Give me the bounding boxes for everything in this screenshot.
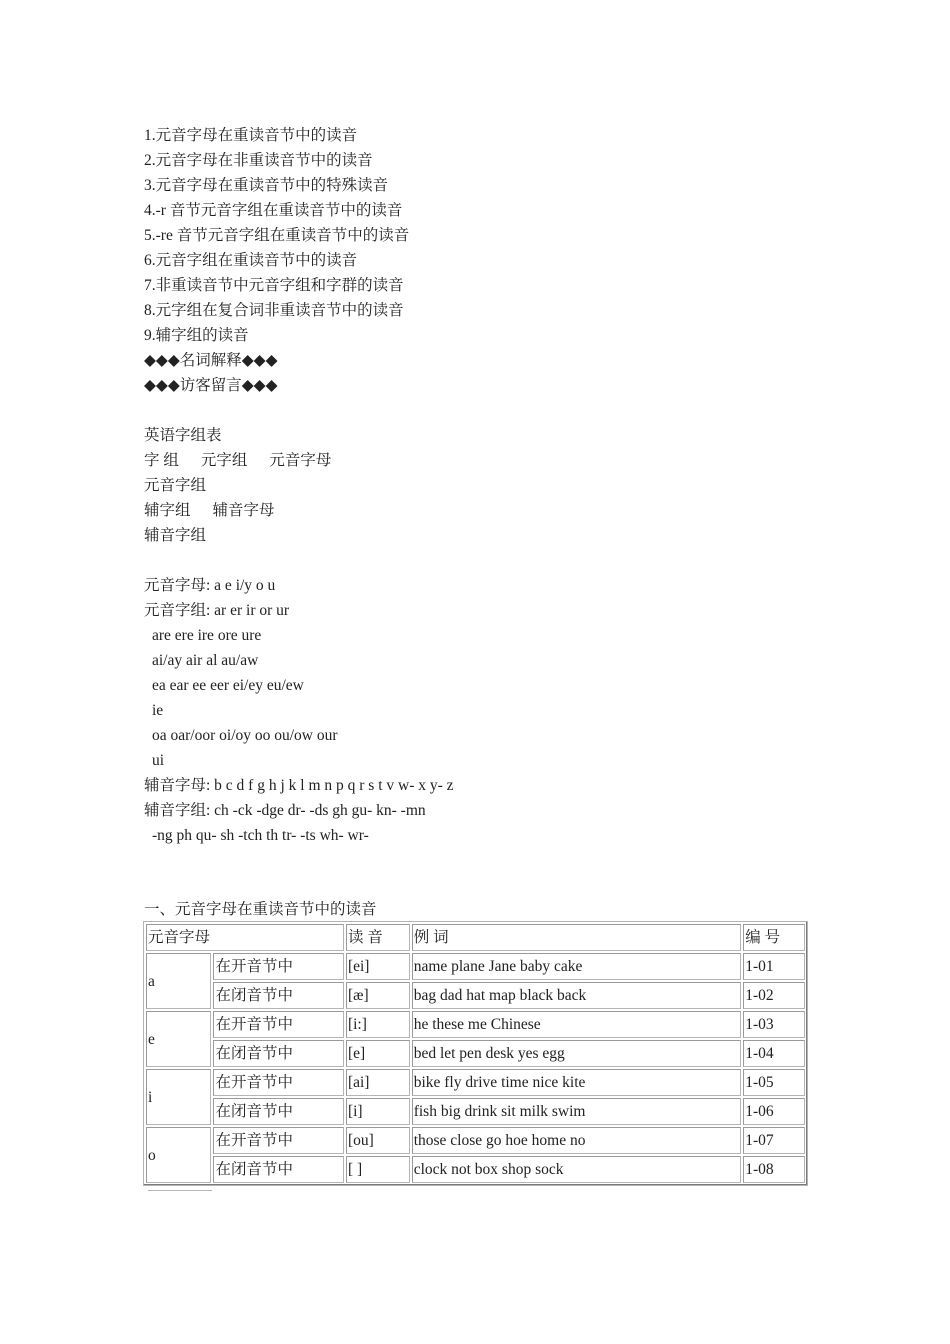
code-cell: 1-02 <box>743 982 805 1009</box>
vowel-letter-cell: e <box>146 1011 211 1067</box>
table-row <box>146 1069 805 1096</box>
syllable-type-cell: 在闭音节中 <box>213 982 344 1009</box>
table-row <box>146 1040 805 1067</box>
code-cell: 1-06 <box>743 1098 805 1125</box>
code-cell: 1-05 <box>743 1069 805 1096</box>
section-title: 一、元音字母在重读音节中的读音 <box>144 901 377 918</box>
toc-link-guestbook[interactable]: ◆◆◆访客留言◆◆◆ <box>144 377 278 394</box>
code-cell: 1-08 <box>743 1156 805 1183</box>
overview-row: 元音字组 <box>144 477 207 494</box>
overview-title: 英语字组表 <box>144 427 222 444</box>
spacer <box>144 398 824 423</box>
vowel-reading-table <box>143 921 808 1186</box>
sound-cell: [ou] <box>346 1127 410 1154</box>
vowel-groups-cont: ui <box>152 752 165 769</box>
sound-cell: [æ] <box>346 982 410 1009</box>
toc-link-4[interactable]: 4.-r 音节元音字组在重读音节中的读音 <box>144 202 403 219</box>
header-examples: 例 词 <box>412 924 742 951</box>
toc-link-3[interactable]: 3.元音字母在重读音节中的特殊读音 <box>144 177 389 194</box>
vowel-groups-cont: oa oar/oor oi/oy oo ou/ow our <box>152 727 338 744</box>
toc-link-5[interactable]: 5.-re 音节元音字组在重读音节中的读音 <box>144 227 410 244</box>
table-continuation-edge <box>143 1188 810 1192</box>
table-continuation-tick <box>148 1188 212 1191</box>
table-row <box>146 1098 805 1125</box>
examples-cell: bed let pen desk yes egg <box>412 1040 742 1067</box>
sound-cell: [ai] <box>346 1069 410 1096</box>
code-cell: 1-01 <box>743 953 805 980</box>
toc-link-6[interactable]: 6.元音字组在重读音节中的读音 <box>144 252 358 269</box>
syllable-type-cell: 在闭音节中 <box>213 1098 344 1125</box>
examples-cell: bag dad hat map black back <box>412 982 742 1009</box>
sound-cell: [e] <box>346 1040 410 1067</box>
table-row <box>146 953 805 980</box>
syllable-type-cell: 在闭音节中 <box>213 1156 344 1183</box>
header-code: 编 号 <box>743 924 805 951</box>
syllable-type-cell: 在闭音节中 <box>213 1040 344 1067</box>
header-vowel-letter: 元音字母 <box>146 924 344 951</box>
consonant-groups-cont: -ng ph qu- sh -tch th tr- -ts wh- wr- <box>152 827 369 844</box>
sound-cell: [i] <box>346 1098 410 1125</box>
consonant-letters-line: 辅音字母: b c d f g h j k l m n p q r s t v w- x y- z <box>144 777 454 794</box>
sound-cell: [ei] <box>346 953 410 980</box>
document-body <box>144 123 824 848</box>
overview-label: 字 组 <box>144 452 179 469</box>
header-sound: 读 音 <box>346 924 410 951</box>
toc-link-9[interactable]: 9.辅字组的读音 <box>144 327 249 344</box>
overview-row: 辅音字组 <box>144 527 207 544</box>
spacer <box>144 548 824 573</box>
examples-cell: fish big drink sit milk swim <box>412 1098 742 1125</box>
vowel-groups-line: 元音字组: ar er ir or ur <box>144 602 290 619</box>
vowel-groups-cont: ea ear ee eer ei/ey eu/ew <box>152 677 304 694</box>
overview-row <box>144 498 824 523</box>
syllable-type-cell: 在开音节中 <box>213 1127 344 1154</box>
syllable-type-cell: 在开音节中 <box>213 1011 344 1038</box>
overview-label: 元字组 <box>200 452 248 469</box>
overview-label: 辅字组 <box>144 502 191 519</box>
examples-cell: name plane Jane baby cake <box>412 953 742 980</box>
toc-link-glossary[interactable]: ◆◆◆名词解释◆◆◆ <box>144 352 278 369</box>
table-header-row <box>146 924 805 951</box>
toc-link-8[interactable]: 8.元字组在复合词非重读音节中的读音 <box>144 302 404 319</box>
vowel-groups-cont: ie <box>152 702 164 719</box>
examples-cell: clock not box shop sock <box>412 1156 742 1183</box>
sound-cell: [ ] <box>346 1156 410 1183</box>
vowel-letters-line: 元音字母: a e i/y o u <box>144 577 276 594</box>
table-row <box>146 1156 805 1183</box>
code-cell: 1-04 <box>743 1040 805 1067</box>
syllable-type-cell: 在开音节中 <box>213 1069 344 1096</box>
examples-cell: those close go hoe home no <box>412 1127 742 1154</box>
vowel-letter-cell: a <box>146 953 211 1009</box>
table-row <box>146 982 805 1009</box>
sound-cell: [i:] <box>346 1011 410 1038</box>
toc-link-7[interactable]: 7.非重读音节中元音字组和字群的读音 <box>144 277 404 294</box>
table-row <box>146 1011 805 1038</box>
toc-link-1[interactable]: 1.元音字母在重读音节中的读音 <box>144 127 358 144</box>
overview-row <box>144 448 824 473</box>
code-cell: 1-07 <box>743 1127 805 1154</box>
vowel-letter-cell: i <box>146 1069 211 1125</box>
syllable-type-cell: 在开音节中 <box>213 953 344 980</box>
overview-label: 元音字母 <box>269 452 332 469</box>
table-row <box>146 1127 805 1154</box>
code-cell: 1-03 <box>743 1011 805 1038</box>
examples-cell: he these me Chinese <box>412 1011 742 1038</box>
overview-label: 辅音字母 <box>212 502 275 519</box>
examples-cell: bike fly drive time nice kite <box>412 1069 742 1096</box>
vowel-groups-cont: ai/ay air al au/aw <box>152 652 259 669</box>
toc-link-2[interactable]: 2.元音字母在非重读音节中的读音 <box>144 152 373 169</box>
vowel-groups-cont: are ere ire ore ure <box>152 627 262 644</box>
consonant-groups-line: 辅音字组: ch -ck -dge dr- -ds gh gu- kn- -mn <box>144 802 426 819</box>
vowel-letter-cell: o <box>146 1127 211 1183</box>
